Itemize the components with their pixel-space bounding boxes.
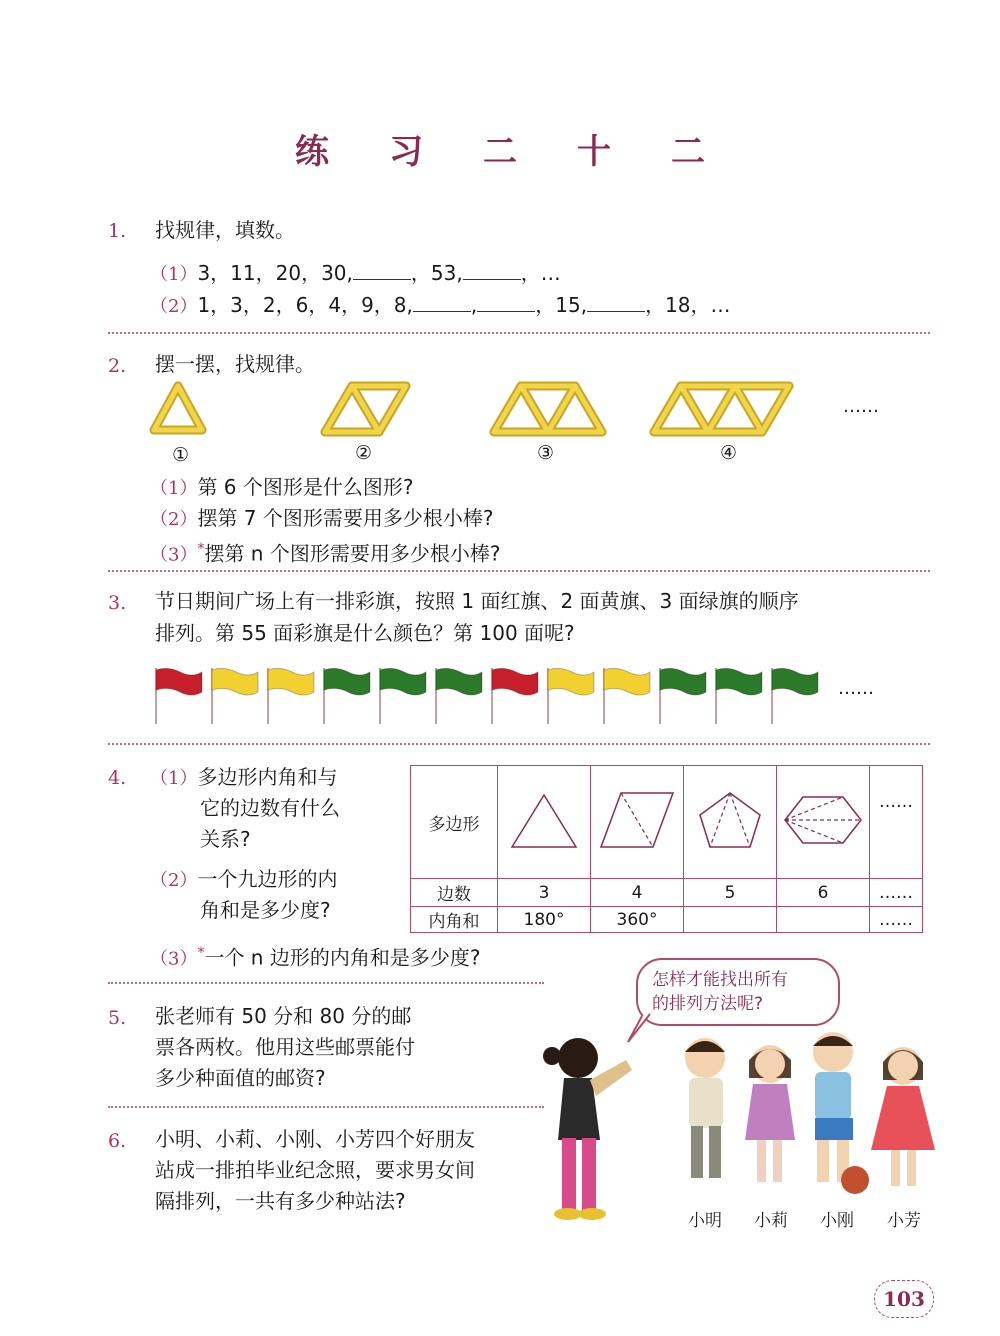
q4-part3: （3）*一个 n 边形的内角和是多少度? <box>150 945 481 970</box>
q1-part1: （1）3，11，20，30, ，53, ，… <box>150 261 561 285</box>
page-number: 103 <box>874 1280 934 1318</box>
flag <box>268 668 314 724</box>
triangle-cell <box>498 766 591 879</box>
flags-ellipsis: …… <box>838 678 874 699</box>
q3-line2: 排列。第 55 面彩旗是什么颜色？第 100 面呢? <box>155 621 575 645</box>
polygon-table <box>410 765 923 933</box>
sides-cell: 4 <box>591 879 684 907</box>
sides-cell: 5 <box>684 879 777 907</box>
q6-line3: 隔排列，一共有多少种站法? <box>155 1189 406 1213</box>
kid-name-label: 小明 <box>688 1211 722 1231</box>
figure-label: ④ <box>720 442 738 464</box>
q2-part2: （2）摆第 7 个图形需要用多少根小棒? <box>150 506 494 530</box>
divider <box>108 1106 544 1108</box>
figure-label: ① <box>172 444 190 466</box>
flag <box>548 668 594 724</box>
flag <box>772 668 818 724</box>
figures-ellipsis: …… <box>843 396 879 417</box>
divider <box>108 743 930 745</box>
answer-blank[interactable] <box>353 261 411 280</box>
q5-line1: 张老师有 50 分和 80 分的邮 <box>155 1004 412 1028</box>
q2-text: 摆一摆，找规律。 <box>155 352 315 376</box>
flag <box>156 668 202 724</box>
flag <box>604 668 650 724</box>
speech-bubble: 怎样才能找出所有 的排列方法呢? <box>636 958 840 1026</box>
flag <box>324 668 370 724</box>
q2-part1: （1）第 6 个图形是什么图形? <box>150 475 414 499</box>
q1-part2: （2）1，3，2，6，4，9，8, , ，15, ，18，… <box>150 293 731 317</box>
q2-number: 2. <box>108 355 127 377</box>
q5-number: 5. <box>108 1007 127 1029</box>
q6-number: 6. <box>108 1130 127 1152</box>
table-head-angle: 内角和 <box>411 907 498 933</box>
q4-part2-line2: 角和是多少度? <box>200 898 331 922</box>
girl-photographer-illustration <box>530 1030 640 1225</box>
triangle-shape <box>504 785 584 855</box>
flag-row <box>150 664 830 728</box>
flag <box>660 668 706 724</box>
q4-part1: （1）多边形内角和与 <box>150 765 338 789</box>
q4-number: 4. <box>108 767 127 789</box>
pentagon-shape <box>690 785 770 855</box>
flag <box>716 668 762 724</box>
q6-line2: 站成一排拍毕业纪念照，要求男女间 <box>155 1158 475 1182</box>
answer-blank[interactable] <box>477 293 535 312</box>
kid-xiaoming <box>685 1038 725 1178</box>
answer-blank[interactable] <box>587 293 645 312</box>
pentagon-cell <box>684 766 777 879</box>
figure-1 <box>154 386 202 430</box>
q4-part2: （2）一个九边形的内 <box>150 867 338 891</box>
table-ellipsis: …… <box>870 766 923 879</box>
table-head-sides: 边数 <box>411 879 498 907</box>
angle-cell[interactable] <box>684 907 777 933</box>
kid-xiaofang <box>871 1047 935 1186</box>
q6-line1: 小明、小莉、小刚、小芳四个好朋友 <box>155 1127 475 1151</box>
flag <box>380 668 426 724</box>
table-head-polygon: 多边形 <box>411 766 498 879</box>
q3-line1: 节日期间广场上有一排彩旗，按照 1 面红旗、2 面黄旗、3 面绿旗的顺序 <box>155 589 799 613</box>
flag <box>436 668 482 724</box>
figure-label: ② <box>355 442 373 464</box>
kid-xiaoli <box>745 1045 795 1182</box>
q1-text: 找规律，填数。 <box>155 218 295 242</box>
q3-number: 3. <box>108 592 127 614</box>
angle-cell[interactable] <box>777 907 870 933</box>
sides-cell: 6 <box>777 879 870 907</box>
sides-cell: 3 <box>498 879 591 907</box>
matchstick-figures <box>140 378 920 468</box>
divider <box>108 982 544 984</box>
kid-name-label: 小刚 <box>820 1211 854 1231</box>
q5-line2: 票各两枚。他用这些邮票能付 <box>155 1035 415 1059</box>
figure-label: ③ <box>537 442 555 464</box>
q4-part1-line2: 它的边数有什么 <box>200 796 340 820</box>
quadrilateral-shape <box>595 785 679 855</box>
hexagon-cell <box>777 766 870 879</box>
q2-part3: （3）*摆第 n 个图形需要用多少根小棒? <box>150 541 501 566</box>
angle-cell: 360° <box>591 907 684 933</box>
four-kids-illustration <box>665 1020 945 1205</box>
flag <box>212 668 258 724</box>
angle-cell: 180° <box>498 907 591 933</box>
answer-blank[interactable] <box>413 293 471 312</box>
table-ellipsis: …… <box>870 879 923 907</box>
flag <box>492 668 538 724</box>
kid-name-label: 小芳 <box>887 1211 921 1231</box>
quadrilateral-cell <box>591 766 684 879</box>
q5-line3: 多少种面值的邮资? <box>155 1066 326 1090</box>
divider <box>108 332 930 334</box>
kid-xiaogang <box>813 1032 869 1194</box>
hexagon-shape <box>781 785 865 855</box>
page-title: 练 习 二 十 二 <box>295 132 705 172</box>
answer-blank[interactable] <box>463 261 521 280</box>
kid-name-label: 小莉 <box>754 1211 788 1231</box>
q4-part1-line3: 关系? <box>200 827 251 851</box>
divider <box>108 570 930 572</box>
table-ellipsis: …… <box>870 907 923 933</box>
q1-number: 1. <box>108 220 127 242</box>
